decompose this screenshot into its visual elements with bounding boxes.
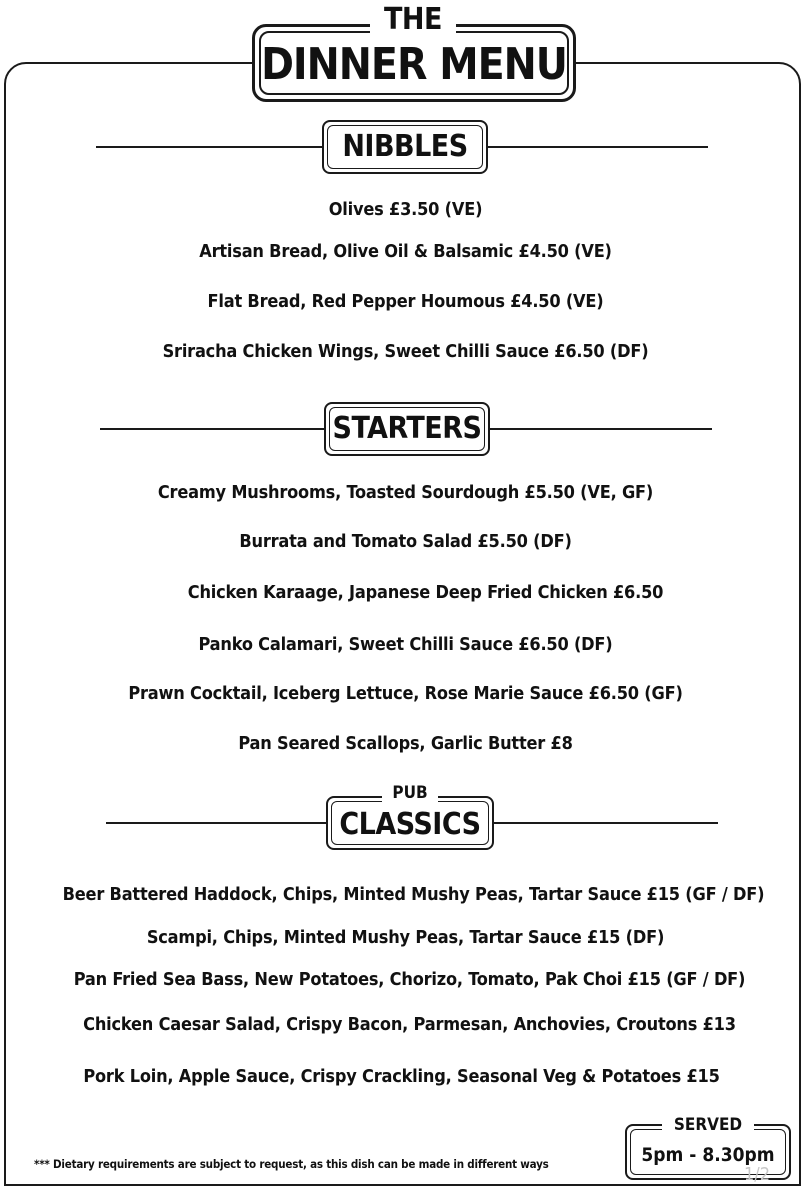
- starters-item: Panko Calamari, Sweet Chilli Sauce £6.50 (DF): [198, 634, 613, 655]
- title-small: THE: [370, 2, 456, 38]
- nibbles-item: Sriracha Chicken Wings, Sweet Chilli Sauce £6.50 (DF): [162, 341, 649, 362]
- nibbles-rule-left: [96, 146, 324, 148]
- starters-item: Prawn Cocktail, Iceberg Lettuce, Rose Marie Sauce £6.50 (GF): [128, 683, 683, 704]
- starters-item: Chicken Karaage, Japanese Deep Fried Chicken £6.50: [187, 582, 664, 603]
- served-label: SERVED: [662, 1114, 754, 1136]
- nibbles-item: Artisan Bread, Olive Oil & Balsamic £4.50 (VE): [199, 241, 612, 262]
- starters-item: Creamy Mushrooms, Toasted Sourdough £5.50 (VE, GF): [157, 482, 654, 503]
- starters-rule-right: [488, 428, 712, 430]
- page-indicator: 1/2: [744, 1164, 771, 1185]
- nibbles-item: Olives £3.50 (VE): [328, 199, 483, 220]
- classics-heading: [326, 796, 494, 850]
- nibbles-heading: [322, 120, 488, 174]
- classics-rule-right: [494, 822, 718, 824]
- nibbles-item: Flat Bread, Red Pepper Houmous £4.50 (VE): [207, 291, 604, 312]
- starters-item: Burrata and Tomato Salad £5.50 (DF): [239, 531, 572, 552]
- classics-rule-left: [106, 822, 328, 824]
- dietary-footnote: *** Dietary requirements are subject to request, as this dish can be made in different ways: [34, 1157, 549, 1171]
- starters-heading-text: STARTERS: [332, 411, 482, 446]
- classics-item: Scampi, Chips, Minted Mushy Peas, Tartar Sauce £15 (DF): [146, 927, 665, 948]
- classics-heading-small: PUB: [382, 782, 438, 804]
- starters-rule-left: [100, 428, 326, 430]
- classics-heading-text: CLASSICS: [339, 807, 481, 842]
- classics-item: Pan Fried Sea Bass, New Potatoes, Chorizo, Tomato, Pak Choi £15 (GF / DF): [73, 969, 746, 990]
- nibbles-heading-text: NIBBLES: [342, 129, 468, 164]
- classics-item: Pork Loin, Apple Sauce, Crispy Crackling, Seasonal Veg & Potatoes £15: [83, 1066, 720, 1087]
- starters-item: Pan Seared Scallops, Garlic Butter £8: [238, 733, 573, 754]
- served-time: 5pm - 8.30pm: [641, 1144, 775, 1166]
- classics-item: Beer Battered Haddock, Chips, Minted Mushy Peas, Tartar Sauce £15 (GF / DF): [62, 884, 765, 905]
- starters-heading: [324, 402, 490, 456]
- nibbles-rule-right: [486, 146, 708, 148]
- classics-item: Chicken Caesar Salad, Crispy Bacon, Parmesan, Anchovies, Croutons £13: [83, 1014, 736, 1035]
- page-title: DINNER MENU: [261, 39, 567, 90]
